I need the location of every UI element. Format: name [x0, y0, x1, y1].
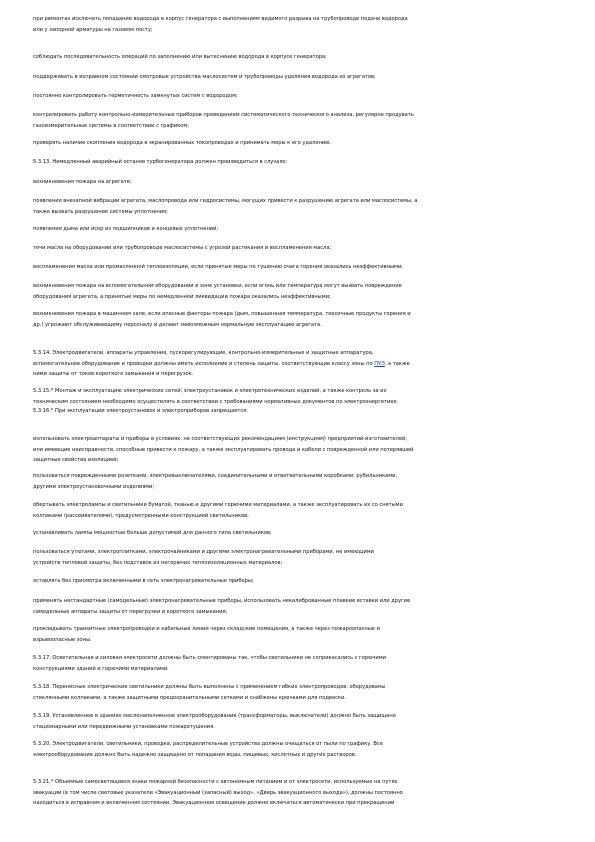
paragraph-line: 5.3.18. Переносные электрические светильники должны быть выполнены с применением гибких электропроводов, оборудованы	[33, 684, 386, 690]
paragraph-line: возникновения пожара на агрегате;	[33, 179, 132, 185]
paragraph-line: применять нестандартные (самодельные) электронагревательные приборы, использовать некалиброванные плавкие вставки или другие	[33, 598, 411, 604]
paragraph-line: соблюдать последовательность операций по заполнению или вытеснению водорода в корпусе генератора;	[33, 54, 327, 60]
paragraph-p12	[33, 262, 565, 273]
paragraph-line: 5.3.21.* Объемные самосветящиеся знаки пожарной безопасности с автономным питанием и от электросети, используемые на путях	[33, 779, 398, 785]
paragraph-line: прокладывать транзитные электропроводки и кабельные линии через складские помещения, а также через пожароопасные и	[33, 626, 380, 632]
link-trailing-text: , а также	[384, 360, 410, 367]
paragraph-line: конструкциями зданий и горючими материалами.	[33, 665, 169, 672]
paragraph-p9	[33, 196, 565, 217]
paragraph-p7	[33, 157, 565, 168]
paragraph-line: появления внезапной вибрации агрегата, маслопровода или гидросистемы, могущих привести к разрушению агрегата или маслосистемы, а	[33, 198, 418, 204]
paragraph-line: ними защиты от токов короткого замыкания и перегрузок.	[33, 371, 194, 377]
paragraph-p27	[33, 682, 565, 703]
paragraph-line: или имеющие неисправности, способные привести к пожару, а также эксплуатировать провода и кабели с поврежденной или потерявшей	[33, 446, 414, 453]
paragraph-line: находиться в исправном и включенном состоянии. Эвакуационное освещение должно включаться автоматически при прекращении	[33, 800, 395, 806]
paragraph-line: 5.3.19. Установленное в зданиях маслонаполненное электрооборудование (трансформаторы, выключатели) должно быть защищено	[33, 713, 396, 719]
paragraph-p21	[33, 528, 565, 539]
paragraph-line: колпаками (рассеивателями), предусмотренными конструкцией светильников;	[33, 512, 249, 519]
paragraph-line: эвакуации (в том числе световые указатели «Эвакуационный (запасный) выход», «Дверь эвакуационного выхода»), должны постоянно	[33, 789, 403, 796]
paragraph-line: самодельные аппараты защиты от перегрузки и короткого замыкания;	[33, 608, 228, 615]
paragraph-p19	[33, 471, 565, 492]
paragraph-p1	[33, 14, 565, 35]
paragraph-p8	[33, 177, 565, 188]
paragraph-line: устройств тепловой защиты, без подставок из негорючих теплоизоляционных материалов;	[33, 559, 283, 566]
paragraph-line: оборудования агрегата, а принятые меры по немедленной ликвидации пожара оказались неэффективными;	[33, 293, 331, 300]
paragraph-line: пользоваться поврежденными розетками, электровыключателями, соединительными и ответвительными коробками, рубильниками,	[33, 473, 398, 479]
paragraph-p5	[33, 110, 565, 131]
paragraph-line: обертывать электролампы и светильники бумагой, тканью и другими горючими материалами, а также эксплуатировать их со снятыми	[33, 502, 403, 508]
paragraph-line: постоянно контролировать герметичность замкнутых систем с водородом;	[33, 93, 238, 99]
paragraph-line: др.) угрожают обслуживающему персоналу и делают невозможным нормальную эксплуатацию агрегата.	[33, 321, 322, 328]
paragraph-line: защитные свойства изоляцией;	[33, 457, 119, 463]
paragraph-p4	[33, 91, 565, 102]
paragraph-p6	[33, 138, 565, 149]
paragraph-p14	[33, 309, 565, 330]
paragraph-line: пользоваться утюгами, электроплитками, электрочайниками и другими электронагревательными приборами, не имеющими	[33, 549, 374, 555]
paragraph-line: электрооборудование должно быть надежно защищено от попадания воды, пищевых, кислотных и других растворов.	[33, 751, 357, 758]
paragraph-p22	[33, 547, 565, 568]
pue-link[interactable]: ПУЭ	[374, 360, 385, 367]
paragraph-p20	[33, 500, 565, 521]
paragraph-line: техническим состоянием необходимо осуществлять в соответствии с требованиями нормативных документов по электроэнергетике.	[33, 398, 399, 405]
paragraph-line: 5.3.16.* При эксплуатации электроустановок и электроприборов запрещается:	[33, 408, 248, 414]
paragraph-p17	[33, 406, 565, 417]
paragraph-p16	[33, 386, 565, 407]
paragraph-p30	[33, 777, 565, 809]
paragraph-line: также вызвать разрушение системы уплотнения;	[33, 208, 168, 215]
paragraph-line: 5.3.15.* Монтаж и эксплуатацию электрических сетей, электроустановок и электротехнических изделий, а также контроль за их	[33, 388, 387, 394]
paragraph-line: 5.3.20. Электродвигатели, светильники, проводка, распределительные устройства должны очищаться от пыли по графику. Все	[33, 741, 383, 747]
paragraph-line: поддерживать в исправном состоянии смотровые устройства маслосистем и трубопроводы удаления водорода из агрегатов;	[33, 74, 376, 80]
paragraph-line: взрывоопасные зоны.	[33, 636, 92, 643]
paragraph-line: оставлять без присмотра включенными в сеть электронагревательные приборы;	[33, 578, 254, 584]
paragraph-line: 5.3.13. Немедленный аварийный останов турбогенератора должен производиться в случаях:	[33, 159, 288, 165]
paragraph-p13	[33, 281, 565, 302]
paragraph-line: стационарными или передвижными установками пожаротушения.	[33, 723, 215, 730]
paragraph-line: или у запорной арматуры на газовом посту;	[33, 26, 153, 33]
paragraph-p24	[33, 596, 565, 617]
paragraph-p26	[33, 653, 565, 674]
paragraph-line: течи масла на оборудовании или трубопроводе маслосистемы с угрозой растекания и воспламенения масла;	[33, 245, 332, 251]
paragraph-line: другими электроустановочными изделиями;	[33, 483, 155, 490]
paragraph-line: стеклянными колпаками, а также защитными предохранительными сетками и снабжены крючками для подвески.	[33, 694, 346, 701]
paragraph-p3	[33, 72, 565, 83]
paragraph-p18	[33, 434, 565, 466]
paragraph-p28	[33, 711, 565, 732]
paragraph-line: 5.3.17. Осветительная и силовая электросети должны быть смонтированы так, чтобы светильники не соприкасались с горючими	[33, 655, 386, 661]
paragraph-line: 5.3.14. Электродвигатели, аппараты управления, пускорегулирующие, контрольно-измерительные и защитные аппаратура,	[33, 350, 374, 356]
paragraph-line: устанавливать лампы мощностью больше допустимой для данного типа светильников;	[33, 530, 272, 536]
paragraph-line: контролировать работу контрольно-измерительных приборов проведением систематического технического анализа, регулярно продувать	[33, 112, 414, 118]
paragraph-line: возникновения пожара в машинном зале, если опасные факторы пожара (дым, повышенная температура, токсичные продукты горения и	[33, 311, 411, 317]
paragraph-p15	[33, 348, 565, 380]
paragraph-p2	[33, 52, 565, 63]
paragraph-p25	[33, 624, 565, 645]
paragraph-p29	[33, 739, 565, 760]
paragraph-line: вспомогательное оборудование и проводки должны иметь исполнение и степень защиты, соответствующие классу зоны по ПУЭ, а также	[33, 360, 410, 367]
paragraph-p10	[33, 224, 565, 235]
paragraph-p11	[33, 243, 565, 254]
paragraph-line: возникновения пожара на вспомогательном оборудовании в зоне установки, если огонь или температура могут вызвать повреждение	[33, 283, 402, 289]
paragraph-line: появления дыма или искр из подшипников и концевых уплотнений;	[33, 226, 219, 232]
paragraph-line: использовать электроаппараты и приборы в условиях, не соответствующих рекомендациям (инструкциям) предприятий-изготовителей,	[33, 436, 407, 442]
paragraph-line: газоизмерительные системы в соответствии с графиком;	[33, 122, 189, 129]
paragraph-line: проверять наличие скопления водорода в экранированных токопроводах и принимать меры к его удалению.	[33, 140, 332, 146]
paragraph-p23	[33, 576, 565, 587]
paragraph-line: воспламенения масла или промасленной теплоизоляции, если принятые меры по тушению очага горения оказались неэффективными;	[33, 264, 403, 270]
paragraph-line: при ремонтах исключать попадание водорода в корпус генератора с выполнением видимого разрыва на трубопроводе подачи водорода	[33, 16, 408, 22]
